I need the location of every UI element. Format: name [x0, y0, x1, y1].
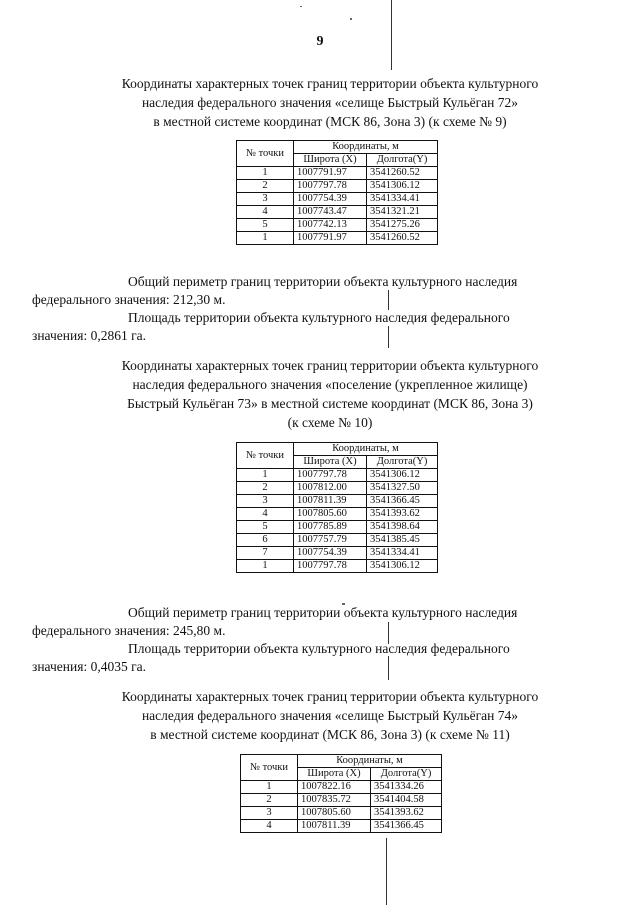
latitude-cell: 1007822.16	[298, 781, 371, 794]
table-row	[237, 206, 438, 219]
latitude-cell: 1007835.72	[298, 794, 371, 807]
scan-line-bottom	[386, 838, 387, 905]
area-text: Площадь территории объекта культурного наследия федерального	[128, 310, 510, 325]
longitude-cell: 3541334.41	[367, 193, 438, 206]
perimeter-value: федерального значения: 245,80 м.	[32, 623, 226, 638]
heading-line: в местной системе координат (МСК 86, Зона 3) (к схеме № 9)	[153, 114, 507, 129]
heading-line: Координаты характерных точек границ территории объекта культурного	[121, 358, 539, 373]
col-lon-header: Долгота(Y)	[367, 154, 438, 167]
table-row	[237, 193, 438, 206]
latitude-cell: 1007811.39	[298, 820, 371, 833]
point-number-cell: 5	[237, 219, 294, 232]
latitude-cell: 1007805.60	[294, 508, 367, 521]
point-number-cell: 5	[237, 521, 294, 534]
col-lon-header: Долгота(Y)	[371, 768, 442, 781]
latitude-cell: 1007805.60	[298, 807, 371, 820]
point-number-cell: 2	[237, 482, 294, 495]
point-number-cell: 7	[237, 547, 294, 560]
longitude-cell: 3541327.50	[367, 482, 438, 495]
latitude-cell: 1007754.39	[294, 193, 367, 206]
page-number: 9	[316, 34, 324, 49]
col-lon-header: Долгота(Y)	[367, 456, 438, 469]
longitude-cell: 3541398.64	[367, 521, 438, 534]
heading-line: в местной системе координат (МСК 86, Зона 3) (к схеме № 11)	[150, 727, 510, 742]
longitude-cell: 3541306.12	[367, 180, 438, 193]
col-point-header: № точки	[237, 141, 294, 167]
longitude-cell: 3541393.62	[367, 508, 438, 521]
col-coords-header: Координаты, м	[294, 141, 438, 154]
col-lat-header: Широта (X)	[294, 456, 367, 469]
table-row	[241, 807, 442, 820]
longitude-cell: 3541385.45	[367, 534, 438, 547]
point-number-cell: 6	[237, 534, 294, 547]
col-lat-header: Широта (X)	[298, 768, 371, 781]
area-text: Площадь территории объекта культурного наследия федерального	[128, 641, 510, 656]
area-value: значения: 0,4035 га.	[32, 659, 146, 674]
section-heading-72	[80, 74, 580, 131]
latitude-cell: 1007743.47	[294, 206, 367, 219]
longitude-cell: 3541334.41	[367, 547, 438, 560]
longitude-cell: 3541334.26	[371, 781, 442, 794]
col-point-header: № точки	[241, 755, 298, 781]
perimeter-value: федерального значения: 212,30 м.	[32, 292, 226, 307]
table-row	[237, 180, 438, 193]
point-number-cell: 3	[237, 495, 294, 508]
latitude-cell: 1007754.39	[294, 547, 367, 560]
col-point-header: № точки	[237, 443, 294, 469]
latitude-cell: 1007791.97	[294, 167, 367, 180]
point-number-cell: 1	[237, 560, 294, 573]
table-row	[237, 560, 438, 573]
table-row	[237, 534, 438, 547]
section-heading-74	[80, 687, 580, 744]
perimeter-paragraph-72	[32, 273, 580, 309]
area-paragraph-72	[32, 309, 580, 345]
table-header-row	[237, 141, 438, 154]
table-header-row	[241, 755, 442, 768]
perimeter-text: Общий периметр границ территории объекта культурного наследия	[128, 605, 518, 620]
heading-line: Координаты характерных точек границ территории объекта культурного	[121, 689, 539, 704]
table-row	[241, 781, 442, 794]
latitude-cell: 1007757.79	[294, 534, 367, 547]
point-number-cell: 1	[237, 469, 294, 482]
longitude-cell: 3541404.58	[371, 794, 442, 807]
latitude-cell: 1007797.78	[294, 469, 367, 482]
point-number-cell: 3	[237, 193, 294, 206]
scan-speck	[300, 6, 302, 7]
table-row	[237, 508, 438, 521]
latitude-cell: 1007785.89	[294, 521, 367, 534]
heading-line: (к схеме № 10)	[287, 415, 373, 430]
heading-line: Быстрый Кульёган 73» в местной системе координат (МСК 86, Зона 3)	[127, 396, 533, 411]
longitude-cell: 3541306.12	[367, 560, 438, 573]
table-row	[237, 219, 438, 232]
point-number-cell: 1	[237, 232, 294, 245]
table-row	[237, 547, 438, 560]
point-number-cell: 1	[237, 167, 294, 180]
longitude-cell: 3541366.45	[367, 495, 438, 508]
coords-table-72	[236, 140, 438, 245]
longitude-cell: 3541306.12	[367, 469, 438, 482]
heading-line: наследия федерального значения «поселение (укрепленное жилище)	[132, 377, 528, 392]
col-lat-header: Широта (X)	[294, 154, 367, 167]
latitude-cell: 1007811.39	[294, 495, 367, 508]
latitude-cell: 1007812.00	[294, 482, 367, 495]
longitude-cell: 3541393.62	[371, 807, 442, 820]
table-row	[237, 521, 438, 534]
area-paragraph-73	[32, 640, 580, 676]
longitude-cell: 3541260.52	[367, 232, 438, 245]
table-row	[237, 232, 438, 245]
latitude-cell: 1007742.13	[294, 219, 367, 232]
latitude-cell: 1007791.97	[294, 232, 367, 245]
table-row	[241, 820, 442, 833]
perimeter-paragraph-73	[32, 604, 580, 640]
point-number-cell: 1	[241, 781, 298, 794]
table-row	[237, 482, 438, 495]
latitude-cell: 1007797.78	[294, 560, 367, 573]
table-row	[237, 167, 438, 180]
table-row	[237, 469, 438, 482]
table-header-row	[237, 443, 438, 456]
section-heading-73	[80, 356, 580, 432]
heading-line: Координаты характерных точек границ территории объекта культурного	[121, 76, 539, 91]
perimeter-text: Общий периметр границ территории объекта культурного наследия	[128, 274, 518, 289]
point-number-cell: 4	[237, 508, 294, 521]
longitude-cell: 3541260.52	[367, 167, 438, 180]
longitude-cell: 3541275.26	[367, 219, 438, 232]
point-number-cell: 4	[237, 206, 294, 219]
latitude-cell: 1007797.78	[294, 180, 367, 193]
table-row	[241, 794, 442, 807]
heading-line: наследия федерального значения «селище Быстрый Кульёган 72»	[141, 95, 519, 110]
point-number-cell: 4	[241, 820, 298, 833]
col-coords-header: Координаты, м	[298, 755, 442, 768]
col-coords-header: Координаты, м	[294, 443, 438, 456]
scan-speck	[350, 18, 352, 20]
area-value: значения: 0,2861 га.	[32, 328, 146, 343]
table-row	[237, 495, 438, 508]
coords-table-74	[240, 754, 442, 833]
point-number-cell: 2	[241, 794, 298, 807]
longitude-cell: 3541321.21	[367, 206, 438, 219]
point-number-cell: 3	[241, 807, 298, 820]
heading-line: наследия федерального значения «селище Быстрый Кульёган 74»	[141, 708, 519, 723]
longitude-cell: 3541366.45	[371, 820, 442, 833]
coords-table-73	[236, 442, 438, 573]
point-number-cell: 2	[237, 180, 294, 193]
